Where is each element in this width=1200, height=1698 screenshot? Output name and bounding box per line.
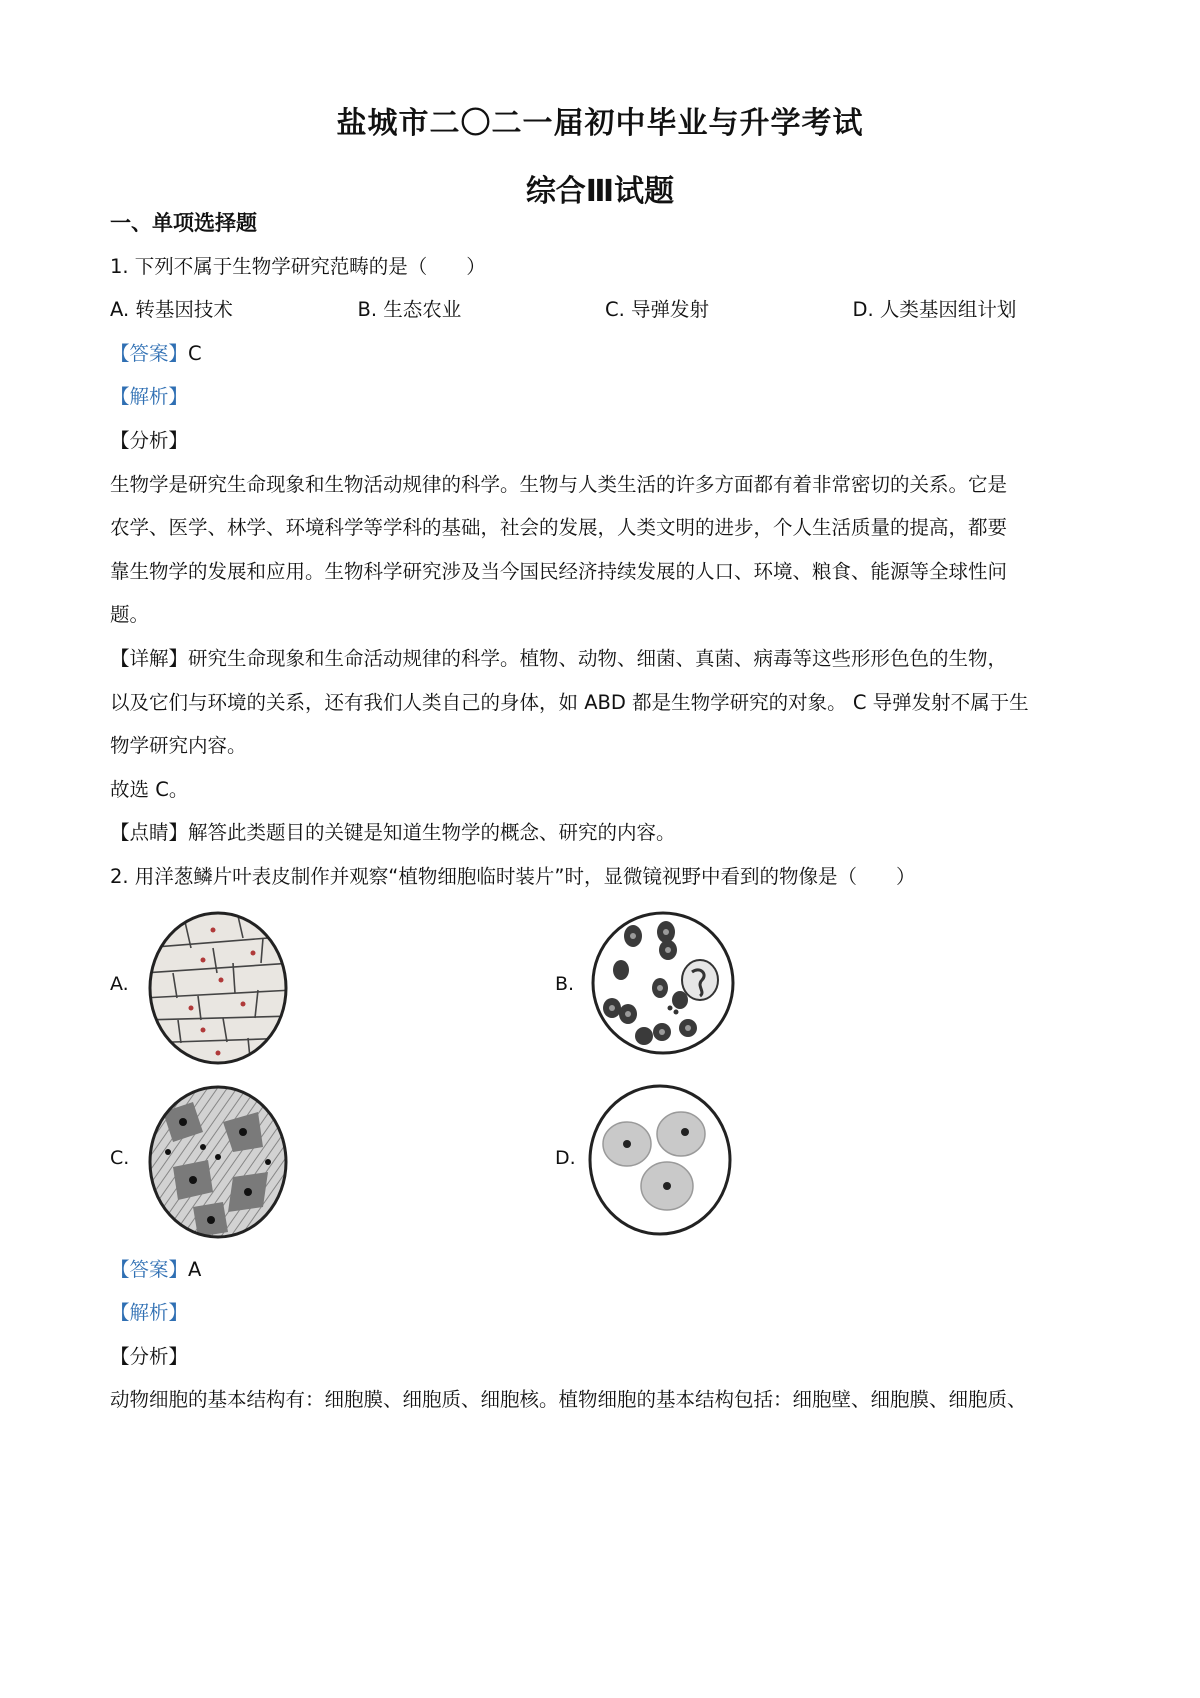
section-heading: 一、单项选择题 xyxy=(110,211,257,235)
q2-label-b: B. xyxy=(555,973,575,995)
q2-stem: 2. 用洋葱鳞片叶表皮制作并观察“植物细胞临时装片”时，显微镜视野中看到的物像是（ ） xyxy=(110,865,916,888)
q2-label-c: C. xyxy=(110,1147,130,1169)
q1-fenxi-line-2: 农学、医学、林学、环境科学等学科的基础，社会的发展，人类文明的进步，个人生活质量的提高，都要 xyxy=(110,516,1008,539)
q1-option-c: C. 导弹发射 xyxy=(605,298,710,321)
q1-dianjing: 【点睛】解答此类题目的关键是知道生物学的概念、研究的内容。 xyxy=(110,821,676,844)
q2-answer-line xyxy=(110,1255,1100,1285)
q1-option-d: D. 人类基因组计划 xyxy=(852,298,1017,321)
q1-xiangjie-line-1: 【详解】研究生命现象和生命活动规律的科学。植物、动物、细菌、真菌、病毒等这些形形色色的生物， xyxy=(110,647,1008,670)
q2-label-d: D. xyxy=(555,1147,576,1169)
cheek-cells-figure-d xyxy=(585,1082,735,1237)
q1-option-b: B. 生态农业 xyxy=(357,298,462,321)
q2-jiexi-tag: 【解析】 xyxy=(110,1301,189,1324)
q2-fenxi-tag: 【分析】 xyxy=(110,1345,189,1368)
q1-answer-tag: 【答案】 xyxy=(110,342,189,365)
q1-fenxi-line-3: 靠生物学的发展和应用。生物科学研究涉及当今国民经济持续发展的人口、环境、粮食、能源等全球性问 xyxy=(110,560,1008,583)
q1-fenxi-line-4: 题。 xyxy=(110,603,150,626)
page-title: 盐城市二〇二一届初中毕业与升学考试 xyxy=(336,106,864,141)
q1-fenxi-line-1: 生物学是研究生命现象和生物活动规律的科学。生物与人类生活的许多方面都有着非常密切的关系。它是 xyxy=(110,473,1008,496)
q1-options xyxy=(110,295,1100,325)
q1-answer-line xyxy=(110,339,1100,369)
tissue-cells-figure-c xyxy=(143,1082,293,1242)
q1-option-a: A. 转基因技术 xyxy=(110,298,233,321)
q1-answer: C xyxy=(188,342,202,365)
q1-xiangjie-line-2: 以及它们与环境的关系，还有我们人类自己的身体，如 ABD 都是生物学研究的对象。 C 导弹发射不属于生 xyxy=(110,691,1029,714)
page-subtitle: 综合Ⅲ试题 xyxy=(525,174,675,209)
q1-fenxi-tag: 【分析】 xyxy=(110,429,189,452)
q2-fenxi-line-1: 动物细胞的基本结构有：细胞膜、细胞质、细胞核。植物细胞的基本结构包括：细胞壁、细胞膜、细胞质、 xyxy=(110,1388,1027,1411)
q2-answer: A xyxy=(188,1258,202,1281)
q2-answer-tag: 【答案】 xyxy=(110,1258,189,1281)
blood-cells-figure-b xyxy=(588,908,738,1058)
q1-conclusion: 故选 C。 xyxy=(110,778,189,801)
q1-xiangjie-line-3: 物学研究内容。 xyxy=(110,734,247,757)
q1-jiexi-tag: 【解析】 xyxy=(110,385,189,408)
onion-epidermis-figure-a xyxy=(143,908,293,1068)
q2-label-a: A. xyxy=(110,973,129,995)
q1-stem: 1. 下列不属于生物学研究范畴的是（ ） xyxy=(110,255,486,278)
